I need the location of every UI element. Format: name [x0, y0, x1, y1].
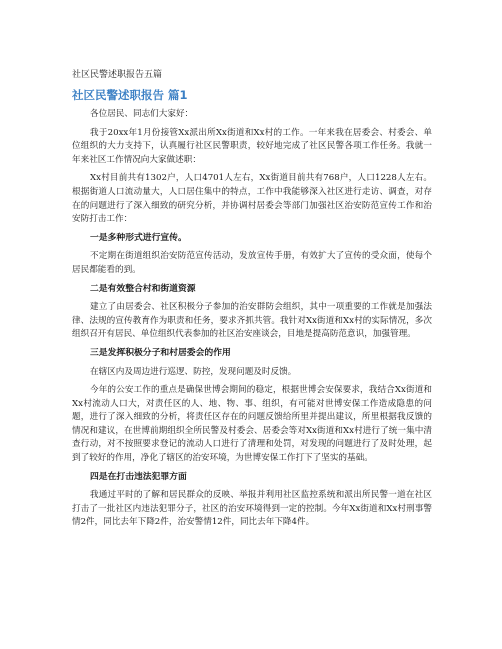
section-heading: 三是发挥积极分子和村居委会的作用: [90, 347, 231, 358]
greeting-paragraph: 各位居民、同志们大家好：: [90, 109, 194, 119]
document-body: [72, 108, 432, 535]
section-paragraph: 不定期在街道组织治安防范宣传活动，发放宣传手册，有效扩大了宣传的受众面，使每个居民都能看的到。: [72, 251, 432, 275]
section-paragraph: 今年的公安工作的重点是确保世博会期间的稳定，根据世博会安保要求，我结合Xx街道和Xx村流动人口大，对责任区的人、地、物、事、组织，有可能对世博安保工作造成隐患的问题，进行了深入细致的分析，将责任区存在的问题反馈给所里并提出建议，所里根据我反馈的情况和建议，在世博前期组织全所民警及村委会、居委会等对Xx街道和Xx村进行了统一集中清查行动，对不按照要求登记的流动人口进行了清理和处罚，对发现的问题进行了及时处理，起到了较好的作用，净化了辖区的治安环境，为世博安保工作打下了坚实的基础。: [72, 385, 432, 464]
section-paragraph: 建立了由居委会、社区积极分子参加的治安群防会组织，其中一项重要的工作就是加强法律、法规的宣传教育作为职责和任务，要求齐抓共管。我针对Xx街道和Xx村的实际情况，多次组织召开有居民、单位组织代表参加的社区治安座谈会，目地是提高防范意识，加强管理。: [72, 302, 432, 340]
section-paragraph: 在辖区内及周边进行巡逻、防控，发现问题及时反馈。: [90, 366, 297, 377]
section-heading: 一是多种形式进行宣传。: [90, 232, 187, 243]
intro-paragraph: 我于20xx年1月份接管Xx派出所Xx街道和Xx村的工作。一年来我在居委会、村委会、单位组织的大力支持下，认真履行社区民警职责，较好地完成了社区民警各项工作任务。我就一年来社区工作情况向大家做述职：: [72, 127, 432, 165]
overview-paragraph: Xx村目前共有1302户，人口4701人左右，Xx街道目前共有768户，人口1228人左右。根据街道人口流动量大，人口居住集中的特点，工作中我能够深入社区进行走访、调查，对存在的问题进行了深入细致的研究分析，并协调村居委会等部门加强社区治安防范宣传工作和治安防打击工作：: [72, 173, 432, 225]
section-heading: 四是在打击违法犯罪方面: [90, 471, 187, 482]
section-paragraph: 我通过平时的了解和居民群众的反映、举报并利用社区监控系统和派出所民警一道在社区打击了一批社区内违法犯罪分子，社区的治安环境得到一定的控制。今年Xx街道和Xx村刑事警情2件，同比去年下降2件，治安警情12件，同比去年下降4件。: [72, 490, 432, 528]
document-title: 社区民警述职报告五篇: [72, 70, 163, 80]
article-heading: 社区民警述职报告 篇1: [72, 88, 188, 102]
section-heading: 二是有效整合村和街道资源: [90, 283, 196, 294]
